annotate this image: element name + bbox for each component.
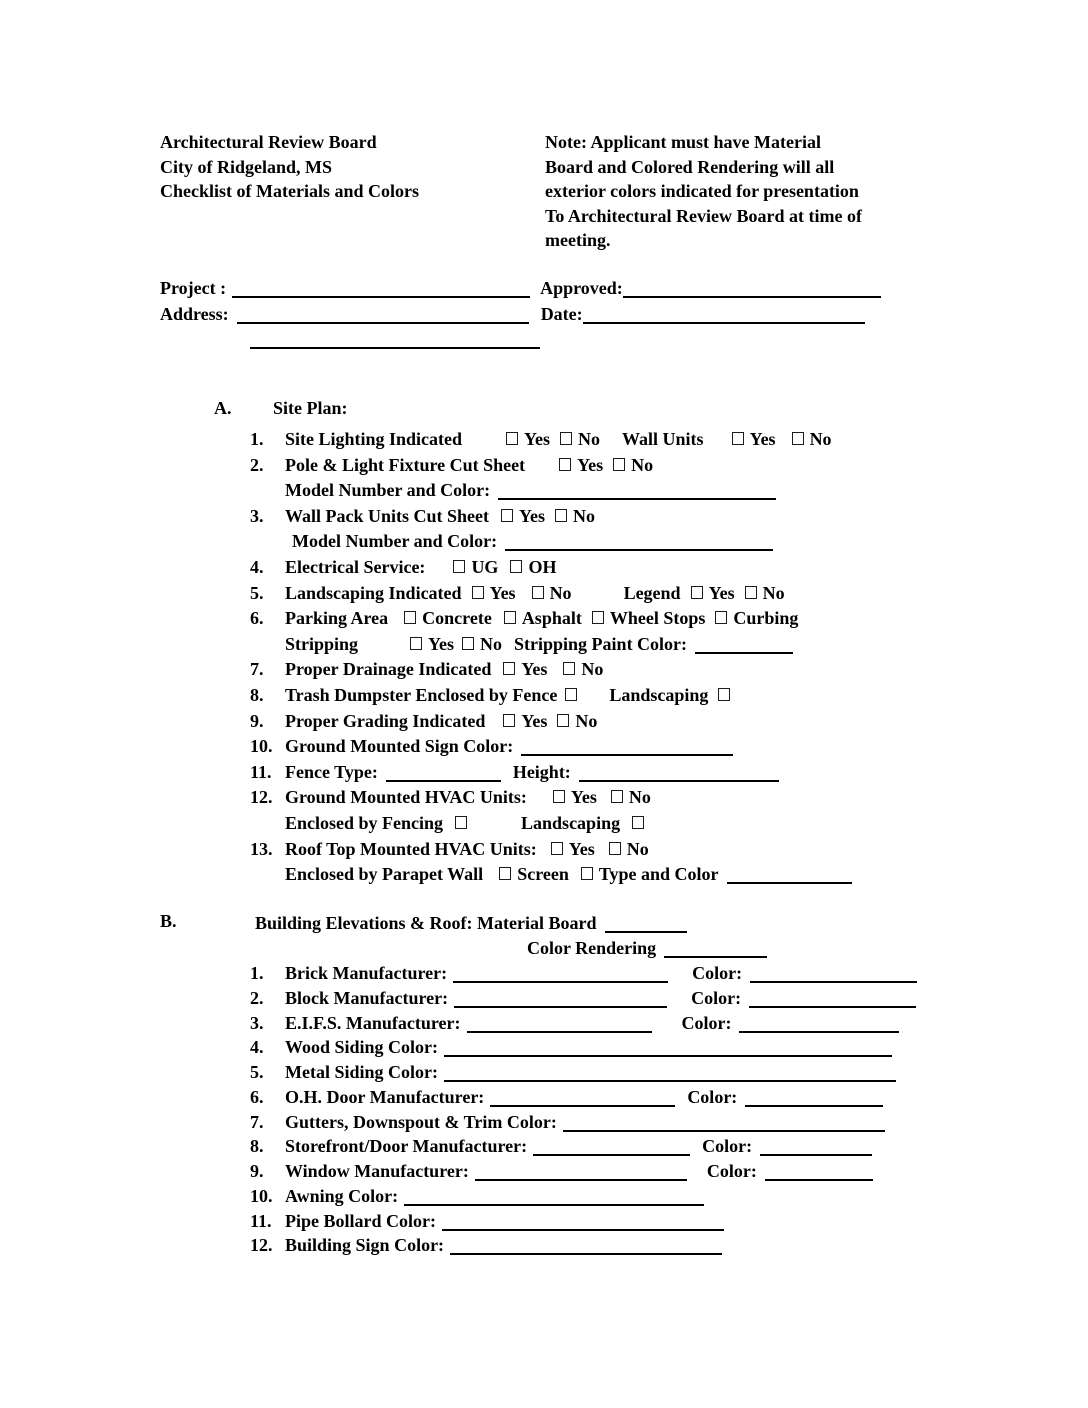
item-number: 5.: [250, 582, 264, 603]
blank-line: [237, 322, 529, 324]
checklist-item-line: [250, 478, 852, 504]
section-a-title: Site Plan:: [273, 398, 348, 418]
checkbox-icon: [553, 790, 565, 803]
checkbox-icon: [506, 432, 518, 445]
label: Gutters, Downspout & Trim Color:: [285, 1111, 557, 1132]
form-line: [160, 327, 881, 353]
checkbox-label: No: [626, 838, 649, 859]
blank-line: [623, 296, 881, 298]
label: Color:: [691, 987, 742, 1008]
checklist-item-line: [250, 785, 852, 811]
blank-line: [533, 1154, 690, 1156]
blank-line: [745, 1105, 883, 1107]
form-line: [255, 936, 767, 961]
label: Stripping Paint Color:: [514, 633, 688, 654]
label: Trash Dumpster Enclosed by Fence: [285, 684, 558, 705]
blank-line: [664, 956, 767, 958]
item-number: 11.: [250, 1210, 272, 1231]
checkbox-label: Yes: [521, 659, 548, 680]
label: Block Manufacturer:: [285, 987, 449, 1008]
label: Landscaping Indicated: [285, 582, 462, 603]
blank-line: [444, 1055, 892, 1057]
item-number: 9.: [250, 1161, 264, 1181]
checkbox-icon: [565, 688, 577, 701]
label: Model Number and Color:: [292, 531, 498, 552]
label: E.I.F.S. Manufacturer:: [285, 1012, 461, 1033]
item-number: 10.: [250, 1185, 273, 1206]
checkbox-icon: [732, 432, 744, 445]
checkbox-icon: [563, 662, 575, 675]
checklist-item-line: [250, 837, 852, 863]
checkbox-icon: [718, 688, 730, 701]
checkbox-icon: [404, 611, 416, 624]
note-line: Note: Applicant must have Material: [545, 132, 821, 152]
label: Wall Units: [622, 429, 704, 449]
checkbox-icon: [551, 842, 563, 855]
checkbox-icon: [472, 586, 484, 599]
item-number: 5.: [250, 1062, 264, 1082]
blank-line: [454, 1006, 667, 1008]
checkbox-label: No: [762, 582, 785, 603]
checklist-item-line: [250, 862, 852, 888]
checklist-item-line: [250, 760, 852, 786]
label: Proper Grading Indicated: [285, 710, 486, 731]
title-line: City of Ridgeland, MS: [160, 156, 333, 177]
blank-line: [583, 322, 865, 324]
checklist-item-line: [250, 986, 917, 1011]
checkbox-label: Yes: [708, 582, 735, 603]
checkbox-icon: [462, 637, 474, 650]
label: Project :: [160, 278, 227, 298]
label: Date:: [540, 303, 583, 324]
checkbox-label: Yes: [428, 633, 455, 654]
label: Color:: [687, 1086, 738, 1107]
item-number: 4.: [250, 1037, 264, 1058]
item-number: 2.: [250, 987, 264, 1008]
checklist-item-line: [250, 657, 852, 683]
blank-line: [727, 882, 852, 884]
item-number: 6.: [250, 608, 264, 629]
checklist-item-line: [250, 709, 852, 735]
label: Site Lighting Indicated: [285, 429, 463, 449]
blank-line: [749, 1006, 916, 1008]
label: Storefront/Door Manufacturer:: [285, 1136, 528, 1157]
checkbox-icon: [504, 611, 516, 624]
checkbox-icon: [611, 790, 623, 803]
checkbox-icon: [715, 611, 727, 624]
checkbox-label: Type and Color: [598, 864, 719, 885]
checkbox-icon: [632, 816, 644, 829]
item-number: 7.: [250, 659, 264, 680]
blank-line: [386, 780, 501, 782]
label: Building Elevations & Roof: Material Board: [255, 913, 597, 933]
checkbox-label: No: [628, 787, 651, 808]
checkbox-icon: [501, 509, 513, 522]
blank-line: [442, 1229, 724, 1231]
blank-line: [579, 780, 779, 782]
blank-line: [475, 1179, 687, 1181]
blank-line: [695, 652, 793, 654]
blank-line: [232, 296, 530, 298]
blank-line: [760, 1154, 872, 1156]
note-block: [545, 130, 862, 253]
blank-line: [521, 754, 733, 756]
item-number: 1.: [250, 429, 264, 449]
checkbox-label: Yes: [577, 454, 604, 475]
checkbox-icon: [503, 662, 515, 675]
checkbox-label: Yes: [519, 505, 546, 526]
item-number: 12.: [250, 787, 273, 808]
label: Color Rendering: [527, 938, 657, 959]
section-b-items: [250, 961, 917, 1258]
checklist-item-line: [250, 683, 852, 709]
blank-line: [563, 1130, 885, 1132]
label: Enclosed by Fencing: [285, 812, 444, 833]
checkbox-label: Yes: [489, 582, 516, 603]
item-number: 8.: [250, 1136, 264, 1157]
checklist-item-line: [250, 1184, 917, 1209]
checkbox-label: Wheel Stops: [609, 608, 706, 629]
item-number: 9.: [250, 710, 264, 731]
checklist-item-line: [250, 529, 852, 555]
section-a-items: [250, 427, 852, 888]
label: Wood Siding Color:: [285, 1037, 439, 1058]
checkbox-label: UG: [471, 556, 499, 577]
blank-line: [750, 981, 917, 983]
label: Color:: [692, 963, 743, 983]
blank-line: [505, 549, 773, 551]
checklist-item-line: [250, 581, 852, 607]
blank-line: [498, 498, 776, 500]
form-header-fields: [160, 276, 881, 353]
checkbox-icon: [503, 714, 515, 727]
label: Parking Area: [285, 608, 389, 629]
checkbox-icon: [560, 432, 572, 445]
checklist-item-line: [250, 1233, 917, 1258]
checklist-item-line: [250, 555, 852, 581]
label: Ground Mounted Sign Color:: [285, 736, 514, 757]
item-number: 4.: [250, 556, 264, 577]
checkbox-icon: [455, 816, 467, 829]
checkbox-label: No: [809, 429, 832, 449]
label: Awning Color:: [285, 1185, 399, 1206]
item-number: 8.: [250, 684, 264, 705]
blank-line: [467, 1031, 652, 1033]
label: Window Manufacturer:: [285, 1161, 469, 1181]
checkbox-label: No: [581, 659, 604, 680]
checklist-item-line: [250, 1085, 917, 1110]
label: Electrical Service:: [285, 556, 426, 577]
blank-line: [453, 981, 668, 983]
checkbox-label: No: [480, 633, 503, 654]
checkbox-label: No: [575, 710, 598, 731]
checkbox-icon: [559, 458, 571, 471]
label: Pipe Bollard Color:: [285, 1210, 436, 1231]
checklist-item-line: [250, 1035, 917, 1060]
note-line: exterior colors indicated for presentation: [545, 181, 859, 202]
checklist-item-line: [250, 1110, 917, 1135]
note-line: Board and Colored Rendering will all: [545, 156, 835, 177]
item-number: 11.: [250, 761, 272, 782]
form-line: [160, 302, 881, 328]
checkbox-icon: [555, 509, 567, 522]
blank-line: [250, 347, 540, 349]
item-number: 12.: [250, 1235, 273, 1256]
checkbox-label: No: [549, 582, 572, 603]
label: Landscaping: [521, 812, 621, 833]
checklist-item-line: [250, 606, 852, 632]
item-number: 1.: [250, 963, 264, 983]
item-number: 6.: [250, 1086, 264, 1107]
checklist-item-line: [250, 427, 852, 453]
title-line: Architectural Review Board: [160, 132, 377, 152]
label: Model Number and Color:: [285, 480, 491, 501]
item-number: 3.: [250, 1012, 264, 1033]
checklist-item-line: [250, 504, 852, 530]
item-number: 3.: [250, 505, 264, 526]
checklist-item-line: [250, 1060, 917, 1085]
checklist-item-line: [250, 1159, 917, 1184]
checkbox-icon: [613, 458, 625, 471]
checklist-item-line: [250, 734, 852, 760]
checkbox-icon: [557, 714, 569, 727]
checkbox-label: Curbing: [733, 608, 799, 629]
blank-line: [404, 1204, 704, 1206]
label: Proper Drainage Indicated: [285, 659, 492, 680]
blank-line: [765, 1179, 873, 1181]
label: Ground Mounted HVAC Units:: [285, 787, 527, 808]
label: O.H. Door Manufacturer:: [285, 1086, 485, 1107]
checkbox-label: Concrete: [422, 608, 492, 629]
label: Wall Pack Units Cut Sheet: [285, 505, 490, 526]
note-line: meeting.: [545, 230, 611, 251]
document-title-block: [160, 130, 419, 204]
item-number: 2.: [250, 454, 264, 475]
checklist-item-line: [250, 453, 852, 479]
label: Color:: [706, 1161, 757, 1181]
checkbox-label: Yes: [749, 429, 776, 449]
checkbox-label: Screen: [517, 864, 569, 885]
label: Color:: [681, 1012, 732, 1033]
checkbox-icon: [592, 611, 604, 624]
label: Building Sign Color:: [285, 1235, 445, 1256]
item-number: 13.: [250, 838, 273, 859]
blank-line: [739, 1031, 899, 1033]
checkbox-icon: [499, 867, 511, 880]
label: Stripping: [285, 633, 359, 654]
blank-line: [444, 1080, 896, 1082]
label: Legend: [623, 582, 681, 603]
label: Metal Siding Color:: [285, 1062, 438, 1082]
checkbox-label: Asphalt: [521, 608, 582, 629]
checklist-item-line: [250, 1134, 917, 1159]
checkbox-icon: [510, 560, 522, 573]
checklist-item-line: [250, 1011, 917, 1036]
checkbox-icon: [792, 432, 804, 445]
title-line: Checklist of Materials and Colors: [160, 181, 419, 202]
checklist-item-line: [250, 1209, 917, 1234]
form-line: [255, 911, 767, 936]
checkbox-icon: [609, 842, 621, 855]
checkbox-label: No: [578, 429, 601, 449]
checkbox-label: Yes: [570, 787, 597, 808]
section-b-heading: [255, 911, 767, 961]
label: Fence Type:: [285, 761, 378, 782]
checkbox-icon: [532, 586, 544, 599]
label: Landscaping: [609, 684, 709, 705]
blank-line: [490, 1105, 675, 1107]
checkbox-label: Yes: [521, 710, 548, 731]
section-a-letter: A.: [214, 398, 232, 418]
label: Address:: [160, 303, 229, 324]
item-number: 10.: [250, 736, 273, 757]
checkbox-label: No: [573, 505, 596, 526]
checklist-item-line: [250, 811, 852, 837]
label: Height:: [512, 761, 571, 782]
section-b-letter: B.: [160, 911, 177, 931]
checklist-item-line: [250, 632, 852, 658]
checkbox-icon: [410, 637, 422, 650]
checkbox-icon: [581, 867, 593, 880]
checkbox-label: OH: [528, 556, 557, 577]
note-line: To Architectural Review Board at time of: [545, 205, 862, 226]
form-line: [160, 276, 881, 302]
blank-line: [450, 1253, 722, 1255]
label: Approved:: [540, 278, 623, 298]
checkbox-label: Yes: [524, 429, 551, 449]
item-number: 7.: [250, 1111, 264, 1132]
label: Brick Manufacturer:: [285, 963, 448, 983]
label: Pole & Light Fixture Cut Sheet: [285, 454, 526, 475]
checkbox-icon: [691, 586, 703, 599]
checklist-item-line: [250, 961, 917, 986]
checkbox-icon: [745, 586, 757, 599]
blank-line: [605, 931, 687, 933]
label: Enclosed by Parapet Wall: [285, 864, 484, 885]
checkbox-icon: [453, 560, 465, 573]
label: Color:: [702, 1136, 753, 1157]
checkbox-label: Yes: [568, 838, 595, 859]
label: Roof Top Mounted HVAC Units:: [285, 838, 537, 859]
checkbox-label: No: [631, 454, 654, 475]
